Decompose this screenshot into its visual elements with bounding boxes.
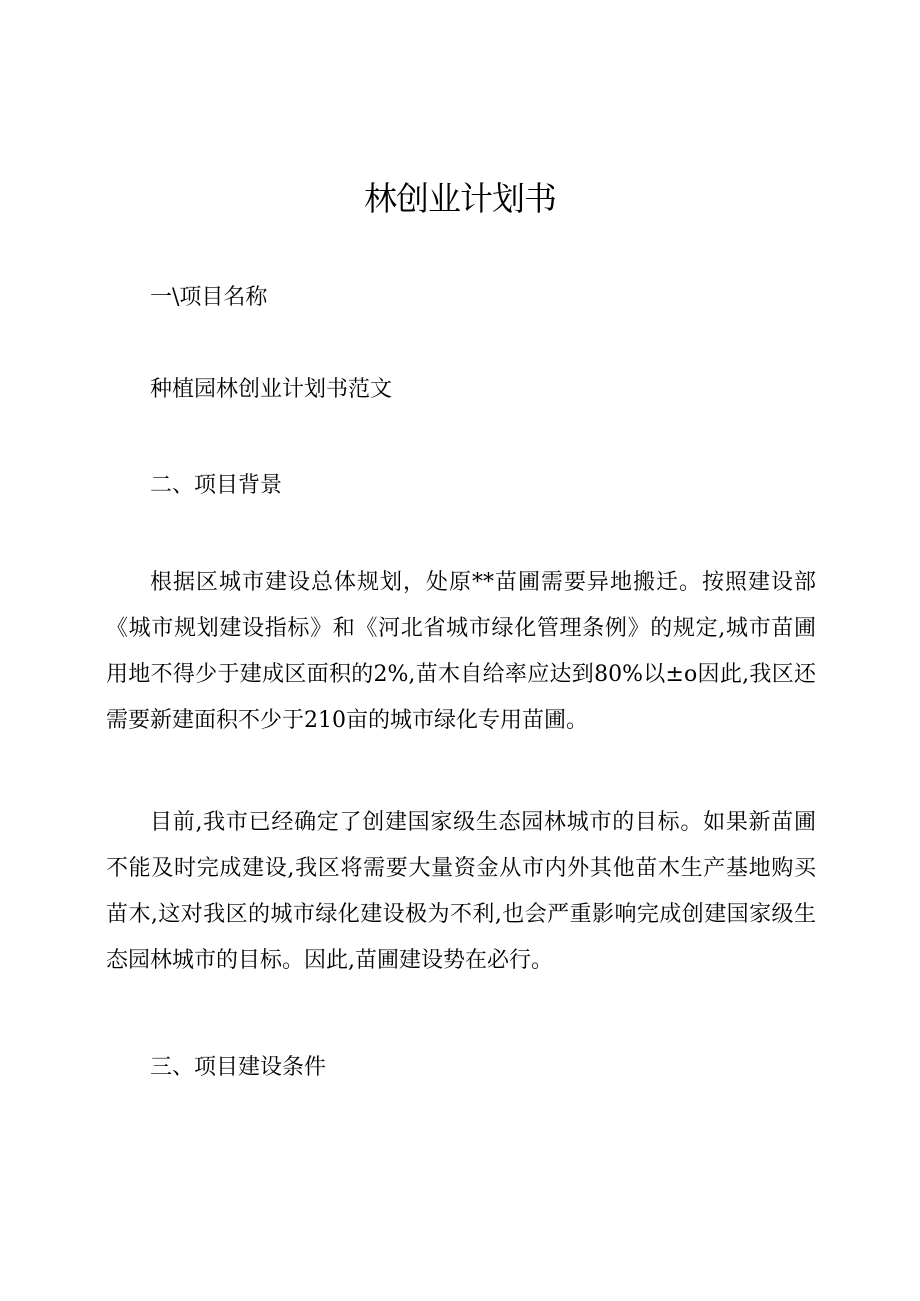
background-paragraph-2: 目前,我市已经确定了创建国家级生态园林城市的目标。如果新苗圃不能及时完成建设,我区将需要大量资金从市内外其他苗木生产基地购买苗木,这对我区的城市绿化建设极为不利,也会严重影响完成创建国家级生态园林城市的目标。因此,苗圃建设势在必行。 <box>106 810 816 973</box>
section-heading-project-name: 一\项目名称 <box>150 285 268 310</box>
section-heading-background: 二、项目背景 <box>150 473 283 498</box>
background-paragraph-1: 根据区城市建设总体规划，处原**苗圃需要异地搬迁。按照建设部《城市规划建设指标》和《河北省城市绿化管理条例》的规定,城市苗圃用地不得少于建成区面积的2%,苗木自给率应达到80%以±o因此,我区还需要新建面积不少于210亩的城市绿化专用苗圃。 <box>106 570 816 733</box>
project-name-text: 种植园林创业计划书范文 <box>150 377 393 402</box>
section-heading-conditions: 三、项目建设条件 <box>150 1055 327 1080</box>
document-title: 林创业计划书 <box>364 179 556 218</box>
